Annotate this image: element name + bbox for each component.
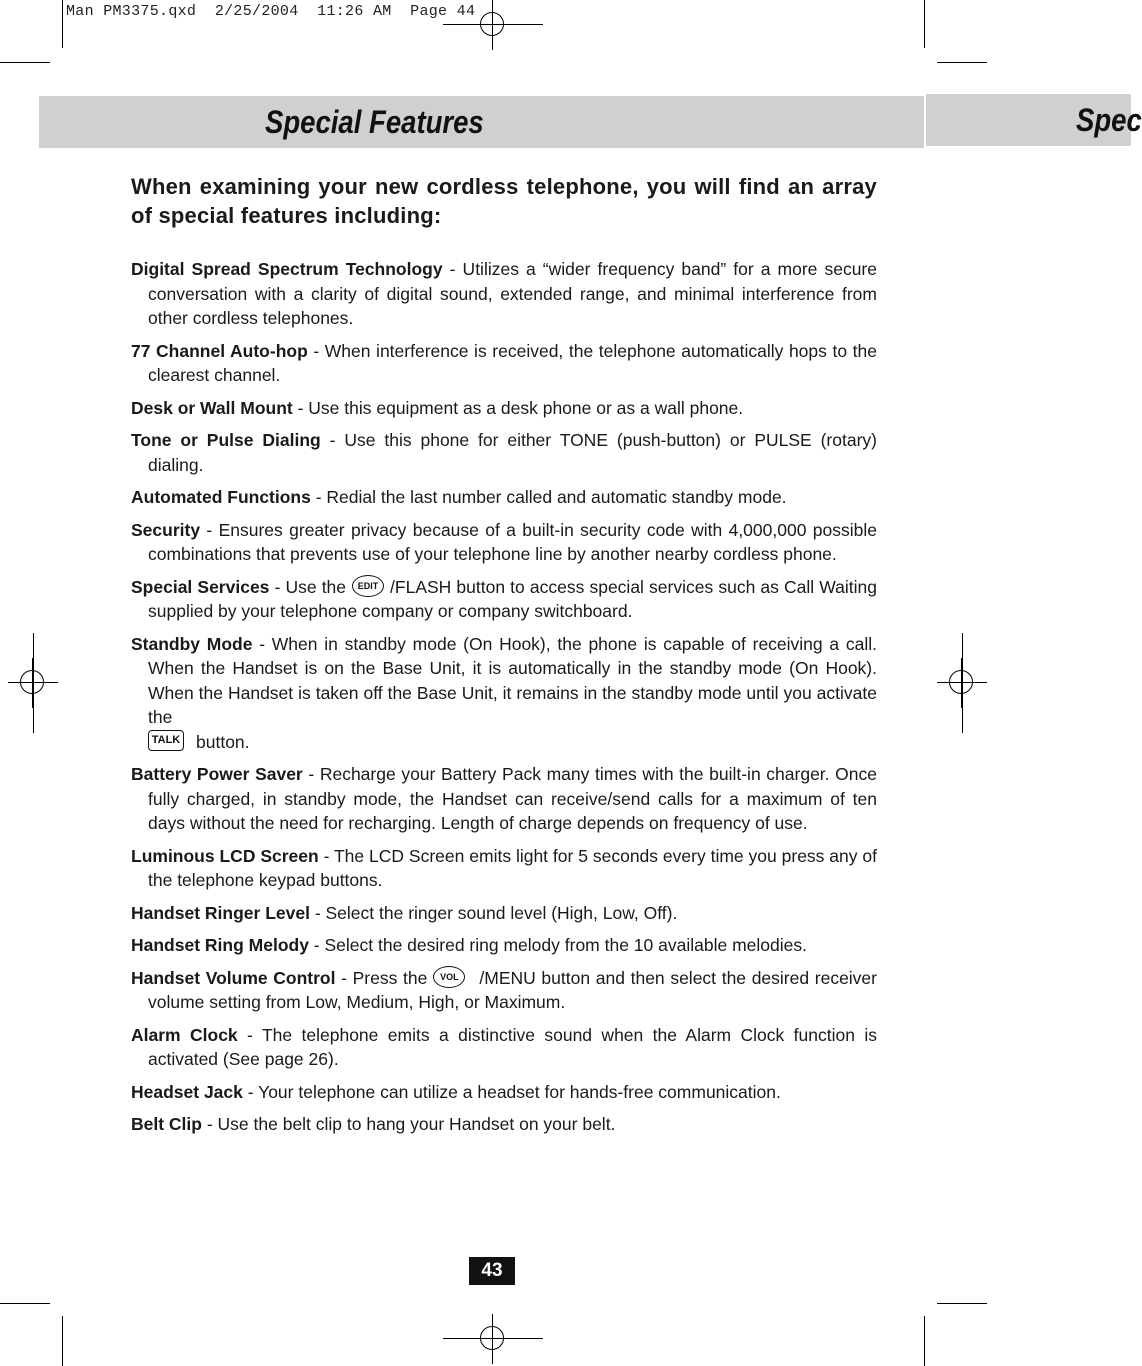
feature-item bbox=[131, 966, 877, 1015]
talk-button-icon: TALK bbox=[148, 730, 184, 751]
feature-name: Handset Ring Melody bbox=[131, 935, 309, 955]
feature-text: /MENU button and then select the desired receiver volume setting from Low, Medium, High, or Maximum. bbox=[148, 967, 877, 1012]
feature-text: button. bbox=[196, 731, 250, 752]
feature-item bbox=[131, 632, 877, 755]
feature-item bbox=[131, 396, 877, 421]
feature-text: - Select the desired ring melody from the 10 available melodies. bbox=[308, 935, 807, 955]
feature-text: - Use the belt clip to hang your Handset on your belt. bbox=[201, 1114, 616, 1134]
feature-item bbox=[131, 575, 877, 624]
feature-name: Security bbox=[131, 519, 201, 540]
crop-mark bbox=[924, 1316, 925, 1366]
feature-text: - The telephone emits a distinctive sound when the Alarm Clock function is activated (See page 26). bbox=[148, 1024, 877, 1069]
feature-name: Headset Jack bbox=[131, 1081, 243, 1102]
feature-text: - Use this equipment as a desk phone or as a wall phone. bbox=[292, 397, 744, 418]
feature-item bbox=[131, 933, 877, 958]
feature-name: Tone or Pulse Dialing bbox=[131, 430, 321, 450]
print-slug: Man PM3375.qxd 2/25/2004 11:26 AM Page 44 bbox=[66, 3, 476, 20]
vol-button-icon: VOL bbox=[433, 966, 465, 988]
edit-button-icon: EDIT bbox=[352, 575, 384, 597]
feature-text: - Press the bbox=[335, 967, 428, 988]
feature-name: Battery Power Saver bbox=[131, 764, 303, 784]
crop-mark bbox=[924, 0, 925, 48]
crop-mark bbox=[0, 1303, 50, 1304]
feature-name: Handset Ringer Level bbox=[131, 902, 310, 923]
crop-mark bbox=[937, 62, 987, 63]
feature-text: - The LCD Screen emits light for 5 seconds every time you press any of the telephone keypad buttons. bbox=[148, 845, 877, 890]
feature-text: - Use this phone for either TONE (push-button) or PULSE (rotary) dialing. bbox=[148, 430, 877, 475]
page-title: Special Features bbox=[265, 104, 484, 140]
next-page-title: Spec bbox=[1076, 102, 1142, 138]
feature-item bbox=[131, 1023, 877, 1072]
feature-item bbox=[131, 1080, 877, 1105]
feature-text: - When in standby mode (On Hook), the phone is capable of receiving a call. When the Handset is on the Base Unit, it is automatically in the standby mode (On Hook). When the Handset is taken off the Base Unit, it remains in the standby mode until you activate the bbox=[148, 633, 877, 727]
crop-mark bbox=[62, 0, 63, 48]
feature-text: - Use the bbox=[269, 576, 347, 597]
feature-name: Automated Functions bbox=[131, 487, 311, 507]
feature-item bbox=[131, 339, 877, 388]
feature-name: Belt Clip bbox=[131, 1114, 202, 1134]
feature-item bbox=[131, 518, 877, 567]
feature-name: Luminous LCD Screen bbox=[131, 845, 319, 866]
feature-item bbox=[131, 485, 877, 510]
crop-mark bbox=[0, 62, 50, 63]
feature-name: Standby Mode bbox=[131, 633, 253, 654]
feature-name: Handset Volume Control bbox=[131, 967, 336, 988]
feature-item bbox=[131, 762, 877, 836]
next-page-header-banner bbox=[926, 94, 1142, 146]
feature-name: Desk or Wall Mount bbox=[131, 397, 293, 418]
feature-text: - Your telephone can utilize a headset for hands-free communication. bbox=[242, 1081, 781, 1102]
section-header-banner bbox=[39, 96, 924, 148]
crop-mark bbox=[962, 633, 963, 733]
feature-text: - Recharge your Battery Pack many times with the built-in charger. Once fully charged, in standby mode, the Handset can receive/send calls for a maximum of ten days without the need for recharging. Length of charge depends on frequency of use. bbox=[148, 764, 877, 833]
feature-item bbox=[131, 1112, 877, 1137]
crop-mark bbox=[33, 633, 34, 733]
registration-mark-top bbox=[468, 0, 518, 50]
feature-text: - Redial the last number called and automatic standby mode. bbox=[310, 487, 787, 507]
registration-mark-bottom bbox=[468, 1314, 518, 1364]
crop-mark bbox=[62, 1316, 63, 1366]
feature-text: - Utilizes a “wider frequency band” for a more secure conversation with a clarity of digital sound, extended range, and minimal interference from other cordless telephones. bbox=[148, 259, 877, 328]
feature-item bbox=[131, 257, 877, 331]
feature-item bbox=[131, 901, 877, 926]
feature-list bbox=[131, 257, 877, 1145]
feature-text: - Select the ringer sound level (High, Low, Off). bbox=[309, 902, 678, 923]
feature-name: Digital Spread Spectrum Technology bbox=[131, 259, 443, 279]
crop-mark bbox=[937, 1303, 987, 1304]
feature-item bbox=[131, 844, 877, 893]
intro-paragraph: When examining your new cordless telephone, you will find an array of special features including: bbox=[131, 174, 877, 228]
feature-text: - When interference is received, the telephone automatically hops to the clearest channel. bbox=[148, 340, 877, 385]
feature-name: 77 Channel Auto-hop bbox=[131, 340, 308, 361]
feature-name: Special Services bbox=[131, 576, 270, 597]
feature-item bbox=[131, 428, 877, 477]
feature-text: - Ensures greater privacy because of a built-in security code with 4,000,000 possible combinations that prevents use of your telephone line by another nearby cordless phone. bbox=[148, 519, 877, 564]
feature-text: /FLASH button to access special services such as Call Waiting supplied by your telephone company or company switchboard. bbox=[148, 576, 877, 621]
page-number: 43 bbox=[469, 1257, 515, 1285]
feature-name: Alarm Clock bbox=[131, 1024, 238, 1045]
